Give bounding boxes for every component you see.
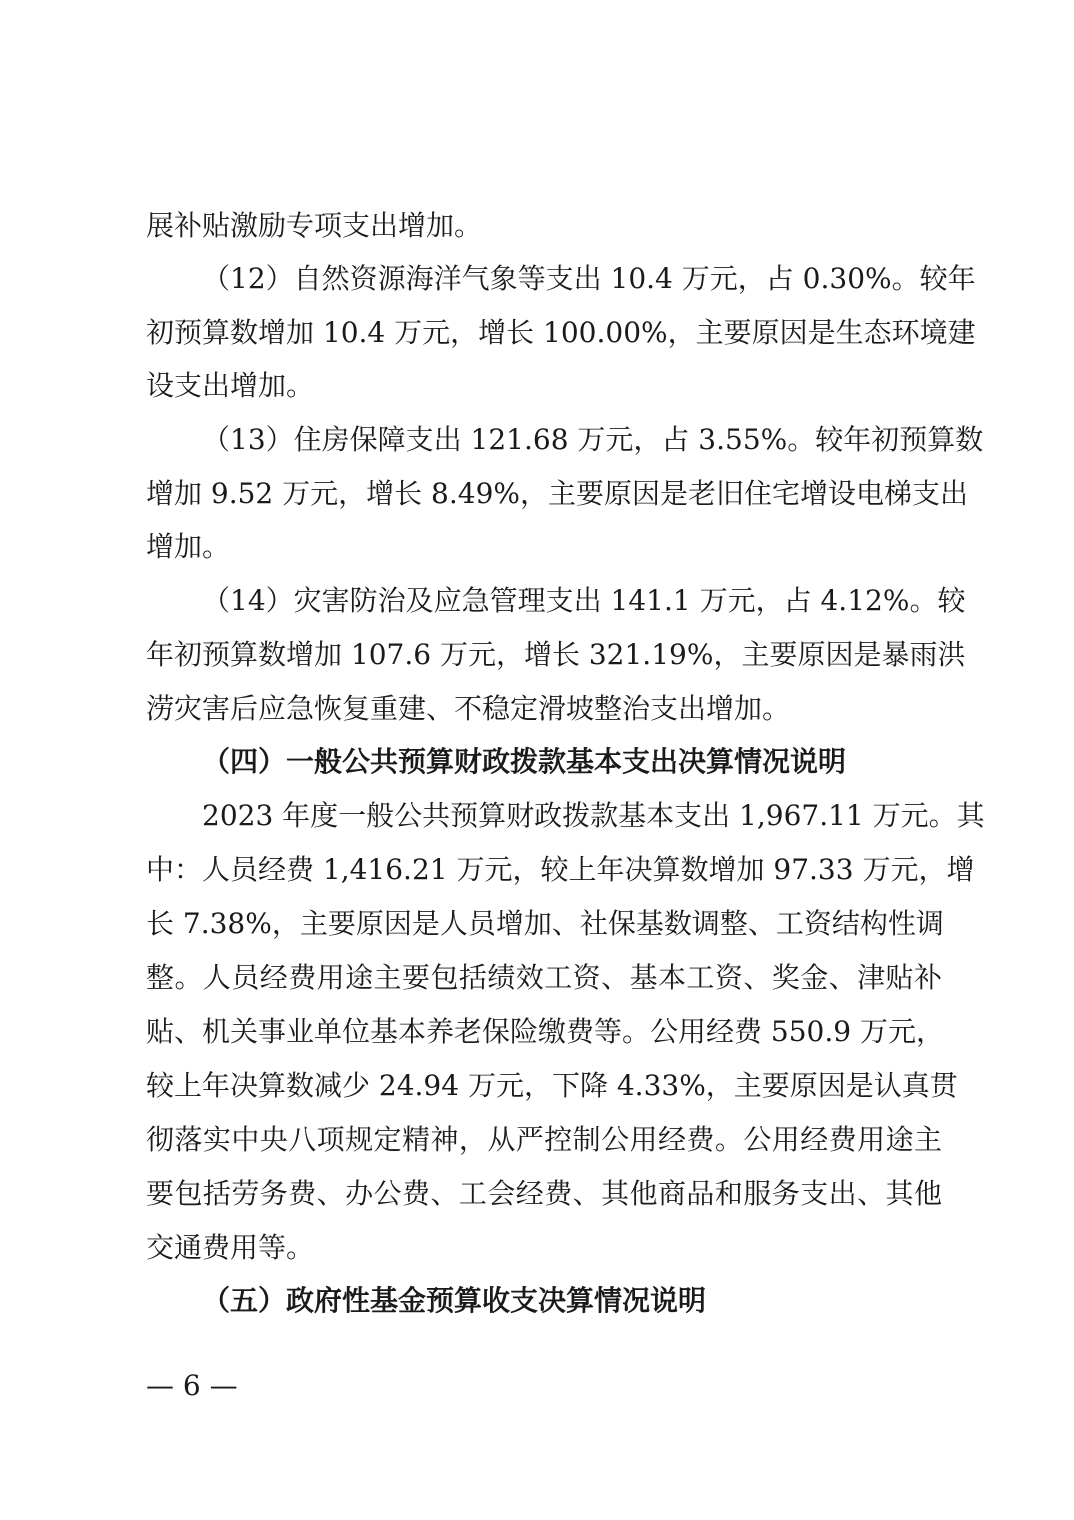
- section-heading: （五）政府性基金预算收支决算情况说明: [202, 1284, 707, 1317]
- text-line: 贴、机关事业单位基本养老保险缴费等。公用经费 550.9 万元，: [146, 1015, 944, 1048]
- text-line: 中：人员经费 1,416.21 万元，较上年决算数增加 97.33 万元，增: [146, 853, 975, 886]
- text-line: 年初预算数增加 107.6 万元，增长 321.19%，主要原因是暴雨洪: [146, 638, 966, 671]
- text-line: 设支出增加。: [146, 369, 315, 402]
- text-line: （13）住房保障支出 121.68 万元，占 3.55%。较年初预算数: [202, 423, 984, 456]
- page-number: — 6 —: [146, 1369, 238, 1402]
- text-line: 要包括劳务费、办公费、工会经费、其他商品和服务支出、其他: [146, 1177, 942, 1210]
- text-line: 增加。: [146, 530, 231, 563]
- section-heading: （四）一般公共预算财政拨款基本支出决算情况说明: [202, 745, 847, 778]
- text-line: 涝灾害后应急恢复重建、不稳定滑坡整治支出增加。: [146, 692, 791, 725]
- text-line: （14）灾害防治及应急管理支出 141.1 万元，占 4.12%。较: [202, 584, 966, 617]
- text-line: 整。人员经费用途主要包括绩效工资、基本工资、奖金、津贴补: [146, 961, 942, 994]
- text-line: 2023 年度一般公共预算财政拨款基本支出 1,967.11 万元。其: [202, 799, 985, 832]
- text-line: 增加 9.52 万元，增长 8.49%，主要原因是老旧住宅增设电梯支出: [146, 477, 968, 510]
- text-line: 较上年决算数减少 24.94 万元，下降 4.33%，主要原因是认真贯: [146, 1069, 958, 1102]
- text-line: 初预算数增加 10.4 万元，增长 100.00%，主要原因是生态环境建: [146, 316, 976, 349]
- text-line: 展补贴激励专项支出增加。: [146, 209, 483, 242]
- text-line: 长 7.38%，主要原因是人员增加、社保基数调整、工资结构性调: [146, 907, 944, 940]
- text-line: 彻落实中央八项规定精神，从严控制公用经费。公用经费用途主: [146, 1123, 942, 1156]
- text-line: 交通费用等。: [146, 1231, 315, 1264]
- text-line: （12）自然资源海洋气象等支出 10.4 万元，占 0.30%。较年: [202, 262, 976, 295]
